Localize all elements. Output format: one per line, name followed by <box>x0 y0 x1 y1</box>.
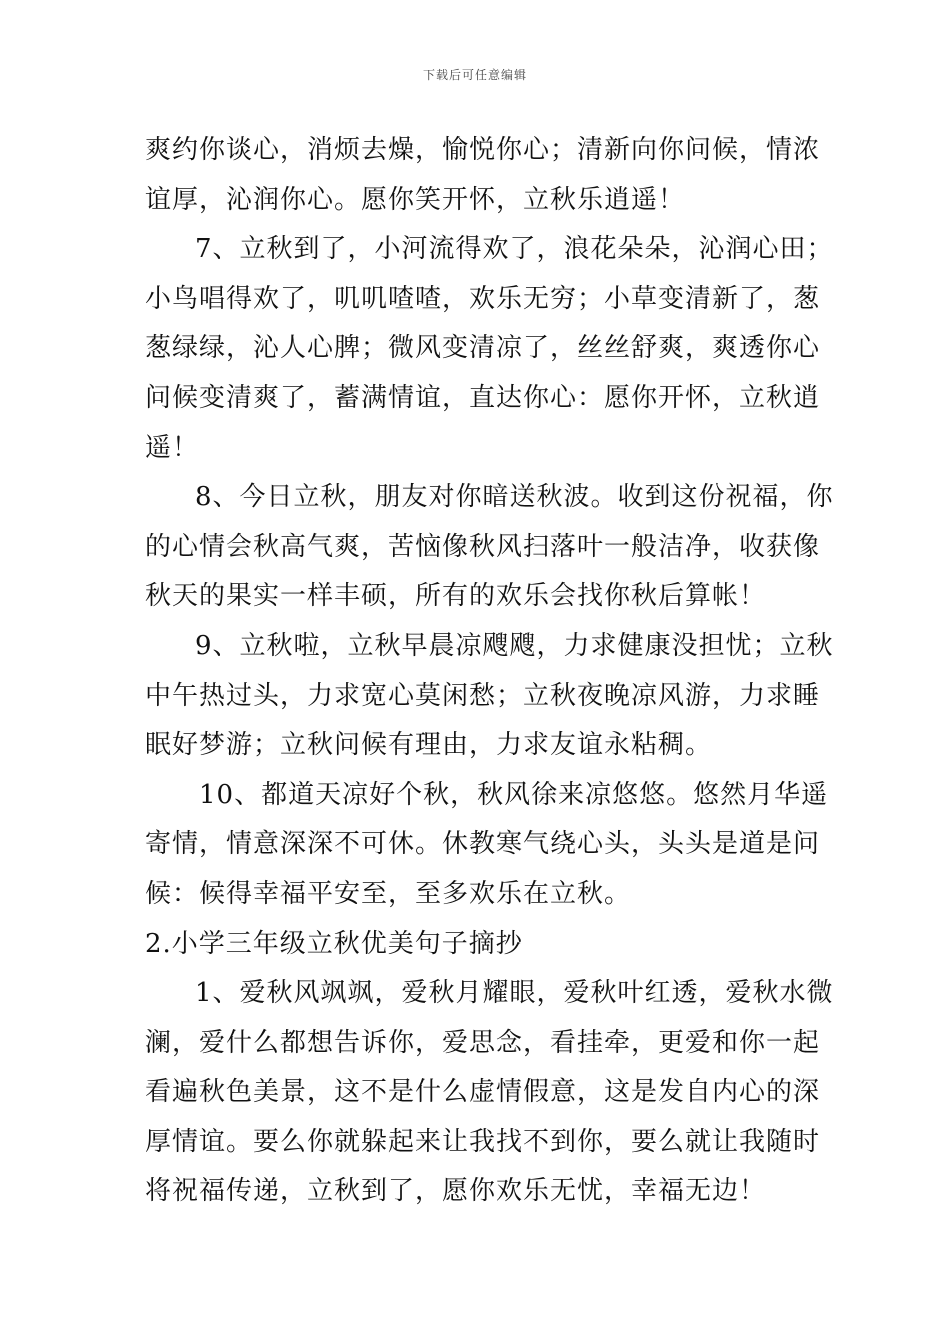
paragraph-line: 看遍秋色美景，这不是什么虚情假意，这是发自内心的深 <box>145 1077 821 1108</box>
paragraph-line: 葱绿绿，沁人心脾；微风变清凉了，丝丝舒爽，爽透你心 <box>145 333 821 364</box>
paragraph-line: 小鸟唱得欢了，叽叽喳喳，欢乐无穷；小草变清新了，葱 <box>145 283 821 314</box>
paragraph-line: 问候变清爽了，蓄满情谊，直达你心：愿你开怀，立秋逍 <box>145 382 821 413</box>
paragraph-start-line: 10、都道天凉好个秋，秋风徐来凉悠悠。悠然月华遥 <box>199 779 829 810</box>
paragraph-line: 寄情，情意深深不可休。休教寒气绕心头，头头是道是问 <box>145 829 821 860</box>
paragraph-line: 谊厚，沁润你心。愿你笑开怀，立秋乐逍遥！ <box>145 184 686 215</box>
paragraph-start-line: 1、爱秋风飒飒，爱秋月耀眼，爱秋叶红透，爱秋水微 <box>195 978 834 1009</box>
paragraph-line: 厚情谊。要么你就躲起来让我找不到你，要么就让我随时 <box>145 1126 821 1157</box>
paragraph-line: 遥！ <box>145 432 200 463</box>
paragraph-line: 爽约你谈心，消烦去燥，愉悦你心；清新向你问候，情浓 <box>145 135 821 165</box>
page-header: 下载后可任意编辑 <box>422 68 527 82</box>
section-heading: 2.小学三年级立秋优美句子摘抄 <box>145 928 523 959</box>
paragraph-start-line: 9、立秋啦，立秋早晨凉飕飕，力求健康没担忧；立秋 <box>195 630 834 661</box>
paragraph-line: 眠好梦游；立秋问候有理由，力求友谊永粘稠。 <box>145 730 713 761</box>
paragraph-line: 将祝福传递，立秋到了，愿你欢乐无忧，幸福无边！ <box>145 1176 767 1207</box>
paragraph-line: 澜，爱什么都想告诉你，爱思念，看挂牵，更爱和你一起 <box>145 1027 821 1058</box>
paragraph-line: 秋天的果实一样丰硕，所有的欢乐会找你秋后算帐！ <box>145 581 767 612</box>
paragraph-start-line: 8、今日立秋，朋友对你暗送秋波。收到这份祝福，你 <box>195 482 834 513</box>
paragraph-line: 的心情会秋高气爽，苦恼像秋风扫落叶一般洁净，收获像 <box>145 531 821 562</box>
paragraph-line: 中午热过头，力求宽心莫闲愁；立秋夜晚凉风游，力求睡 <box>145 680 821 711</box>
document-body <box>145 126 834 1217</box>
paragraph-line: 候：候得幸福平安至，至多欢乐在立秋。 <box>145 878 632 909</box>
paragraph-start-line: 7、立秋到了，小河流得欢了，浪花朵朵，沁润心田； <box>195 234 834 265</box>
